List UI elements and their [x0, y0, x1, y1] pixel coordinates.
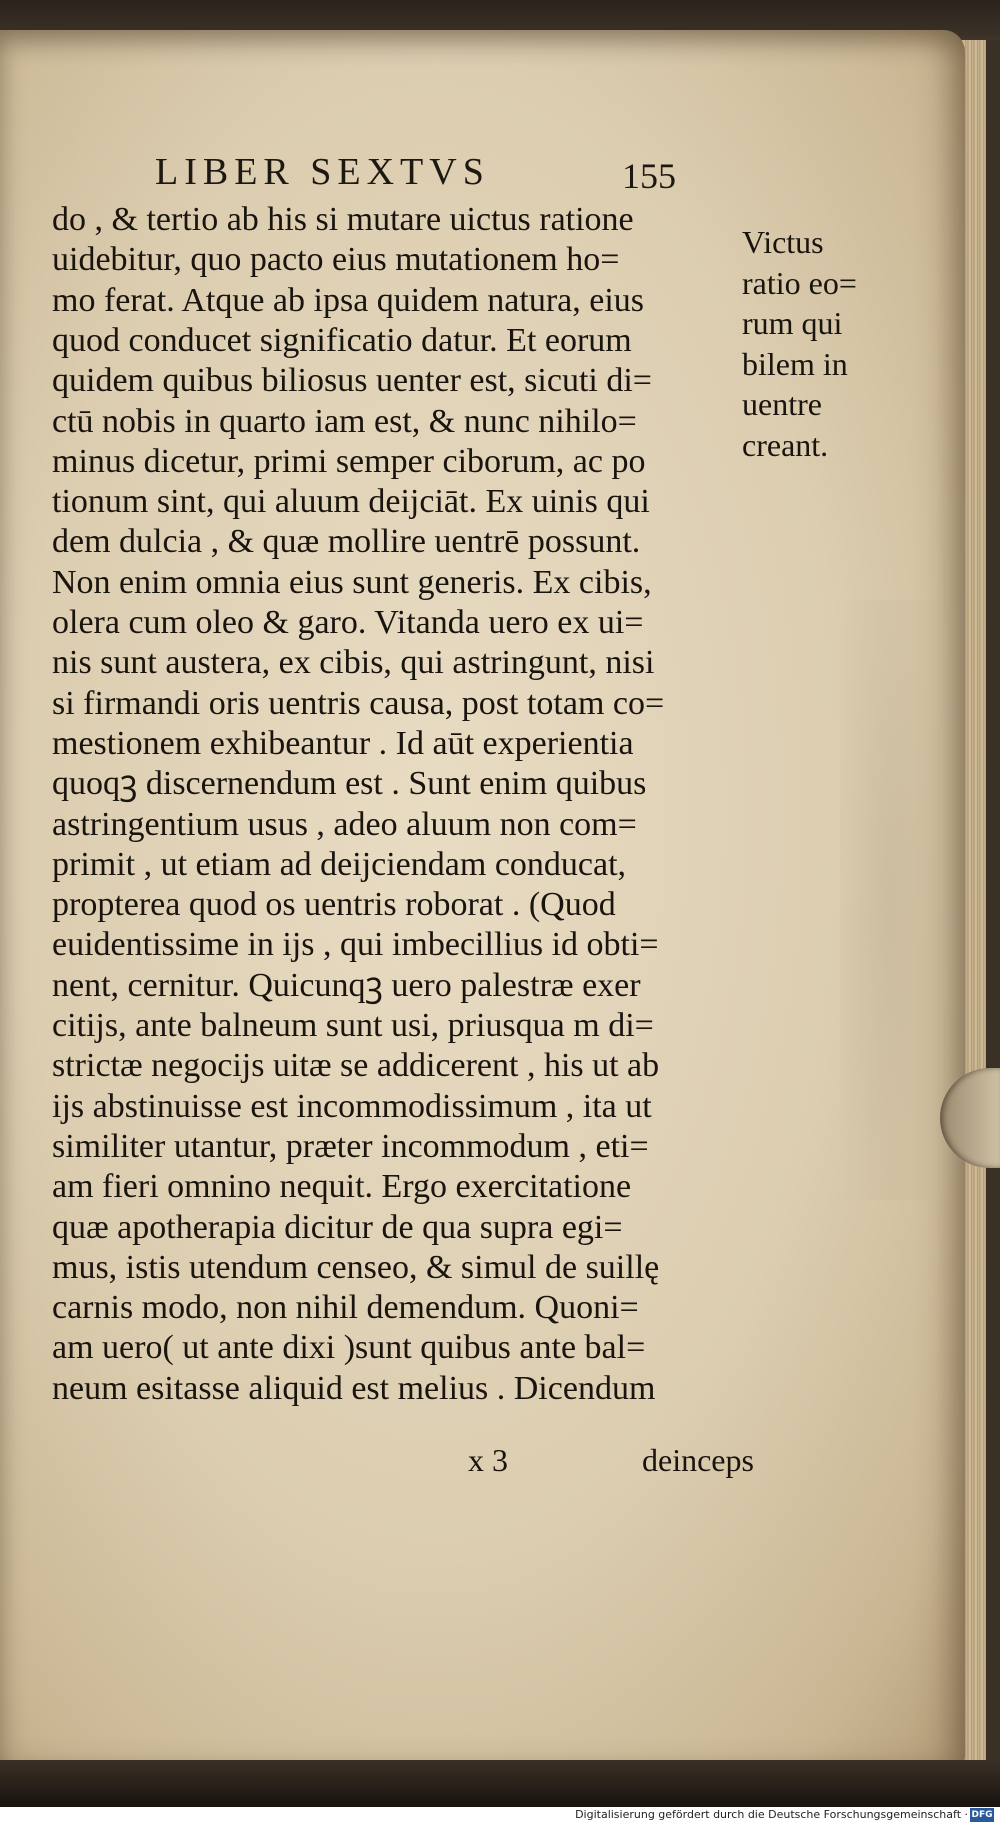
- binding-edge: [986, 40, 1000, 1780]
- catchword: deinceps: [642, 1442, 754, 1478]
- text-line: uidebitur, quo pacto eius mutationem ho=: [52, 241, 620, 279]
- margin-note-line: ratio eo=: [742, 264, 857, 301]
- text-line: dem dulcia , & quæ mollire uentrē possunt.: [52, 523, 641, 561]
- text-line: neum esitasse aliquid est melius . Dicendum: [52, 1369, 656, 1407]
- signature-mark: x 3: [468, 1442, 508, 1478]
- text-line: olera cum oleo & garo. Vitanda uero ex ui=: [52, 604, 644, 641]
- running-head: LIBER SEXTVS: [155, 151, 490, 193]
- text-line: propterea quod os uentris roborat . (Quod: [52, 886, 616, 924]
- margin-note-line: creant.: [742, 426, 829, 463]
- text-line: minus dicetur, primi semper ciborum, ac po: [52, 442, 646, 480]
- margin-note-line: rum qui: [742, 305, 843, 341]
- text-line: citijs, ante balneum sunt usi, priusqua m di=: [52, 1007, 654, 1044]
- text-line: si firmandi oris uentris causa, post totam co=: [52, 684, 665, 722]
- text-line: am uero( ut ante dixi )sunt quibus ante bal=: [52, 1329, 646, 1367]
- text-line: mestionem exhibeantur . Id aūt experientia: [52, 724, 634, 762]
- text-line: euidentissime in ijs , qui imbecillius id obti=: [52, 926, 659, 964]
- text-line: quæ apotherapia dicitur de qua supra egi=: [52, 1208, 623, 1246]
- page-number: 155: [622, 156, 676, 196]
- text-line: Non enim omnia eius sunt generis. Ex cibis,: [52, 563, 652, 601]
- book-bottom-edge: [0, 1760, 1000, 1810]
- text-line: strictæ negocijs uitæ se addicerent , his ut ab: [52, 1047, 660, 1085]
- text-line: ijs abstinuisse est incommodissimum , ita ut: [52, 1087, 652, 1125]
- text-line: carnis modo, non nihil demendum. Quoni=: [52, 1289, 639, 1327]
- text-line: similiter utantur, præter incommodum , eti=: [52, 1127, 649, 1165]
- text-line: quoqꝫ discernendum est . Sunt enim quibus: [52, 765, 647, 803]
- text-line: ctū nobis in quarto iam est, & nunc nihilo=: [52, 402, 637, 440]
- text-line: do , & tertio ab his si mutare uictus ratione: [52, 201, 634, 238]
- text-line: tionum sint, qui aluum deijciāt. Ex uinis qui: [52, 483, 650, 521]
- margin-note-line: Victus: [742, 224, 824, 260]
- text-line: nis sunt austera, ex cibis, qui astringunt, nisi: [52, 644, 655, 682]
- margin-note-line: bilem in: [742, 345, 848, 382]
- dfg-logo: DFG: [971, 1810, 993, 1820]
- margin-note-line: uentre: [742, 386, 822, 422]
- show-through-shadow: [840, 600, 940, 1200]
- text-line: mus, istis utendum censeo, & simul de suillę: [52, 1248, 660, 1286]
- text-line: quidem quibus biliosus uenter est, sicuti di=: [52, 362, 652, 400]
- text-line: mo ferat. Atque ab ipsa quidem natura, eius: [52, 281, 644, 319]
- text-line: nent, cernitur. Quicunqꝫ uero palestræ exer: [52, 966, 641, 1004]
- text-line: quod conducet significatio datur. Et eorum: [52, 321, 632, 359]
- text-line: astringentium usus , adeo aluum non com=: [52, 805, 637, 843]
- text-line: primit , ut etiam ad deijciendam conducat,: [52, 845, 627, 883]
- text-line: am fieri omnino nequit. Ergo exercitatione: [52, 1168, 632, 1206]
- digitization-credit: Digitalisierung gefördert durch die Deutsche Forschungsgemeinschaft ·: [575, 1808, 968, 1821]
